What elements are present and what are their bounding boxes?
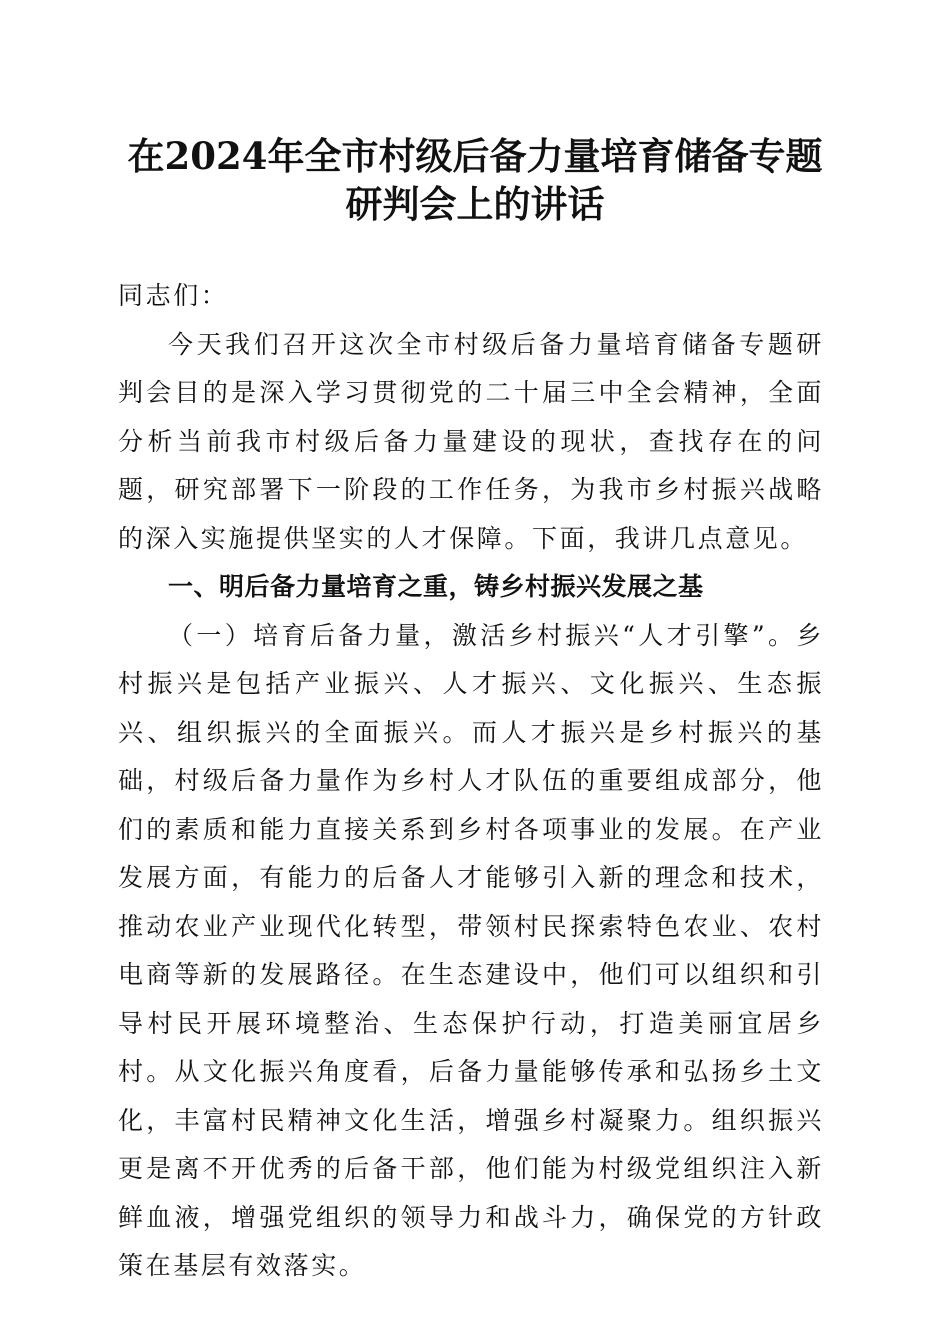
document-title: 在2024年全市村级后备力量培育储备专题研判会上的讲话: [127, 134, 823, 226]
document-body: [118, 272, 824, 1291]
section-heading: 一、明后备力量培育之重，铸乡村振兴发展之基: [168, 572, 704, 601]
subsection-paragraph: （一）培育后备力量，激活乡村振兴“人才引擎”。乡村振兴是包括产业振兴、人才振兴、文化振兴、生态振兴、组织振兴的全面振兴。而人才振兴是乡村振兴的基础，村级后备力量作为乡村人才队伍的重要组成部分，他们的素质和能力直接关系到乡村各项事业的发展。在产业发展方面，有能力的后备人才能够引入新的理念和技术，推动农业产业现代化转型，带领村民探索特色农业、农村电商等新的发展路径。在生态建设中，他们可以组织和引导村民开展环境整治、生态保护行动，打造美丽宜居乡村。从文化振兴角度看，后备力量能够传承和弘扬乡土文化，丰富村民精神文化生活，增强乡村凝聚力。组织振兴更是离不开优秀的后备干部，他们能为村级党组织注入新鲜血液，增强党组织的领导力和战斗力，确保党的方针政策在基层有效落实。: [118, 620, 824, 1280]
salutation: 同志们：: [118, 281, 229, 310]
intro-paragraph: 今天我们召开这次全市村级后备力量培育储备专题研判会目的是深入学习贯彻党的二十届三中全会精神，全面分析当前我市村级后备力量建设的现状，查找存在的问题，研究部署下一阶段的工作任务，为我市乡村振兴战略的深入实施提供坚实的人才保障。下面，我讲几点意见。: [118, 329, 824, 553]
